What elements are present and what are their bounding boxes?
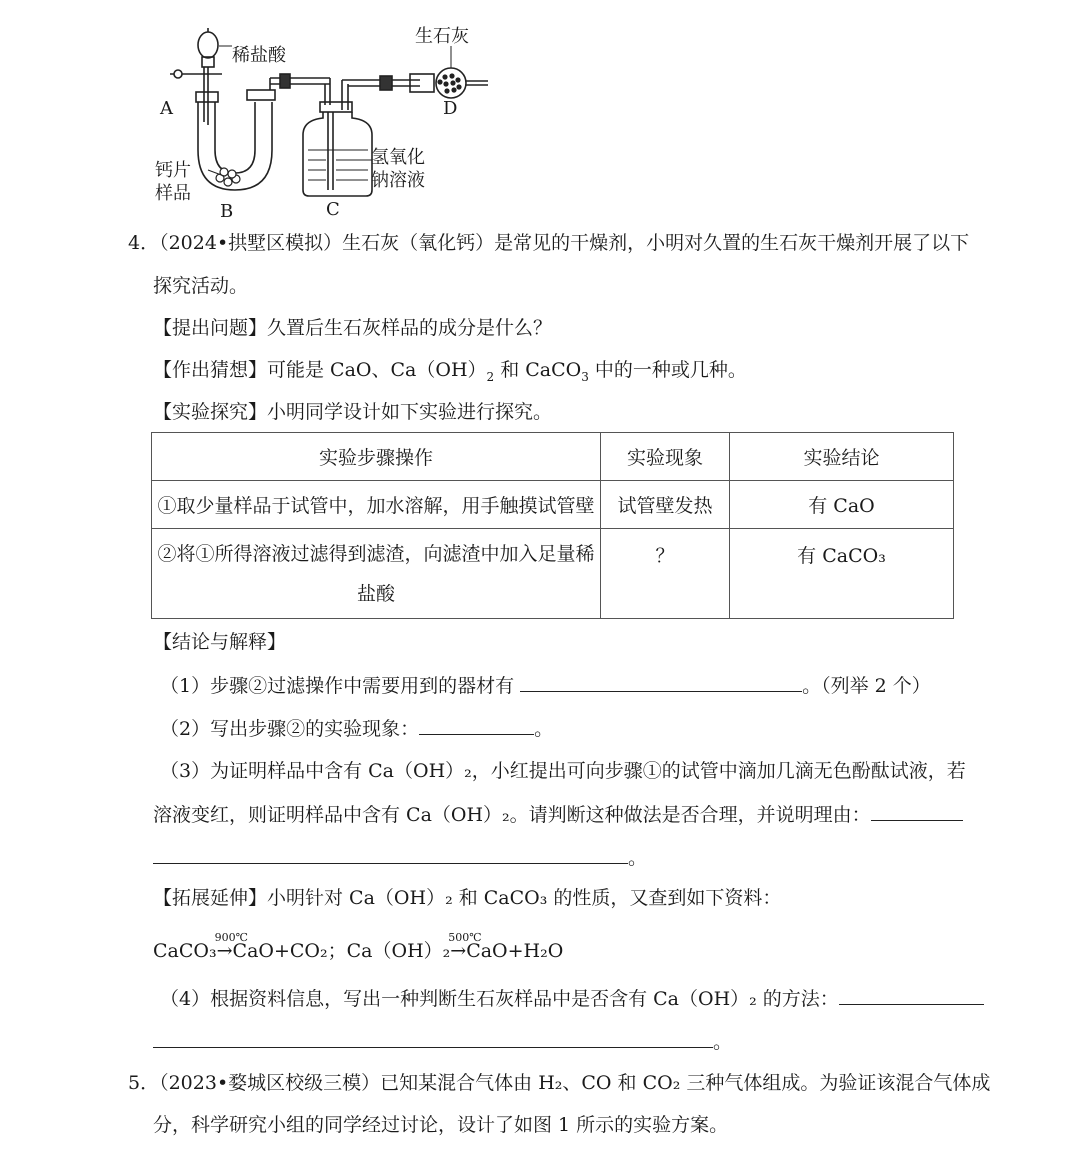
q4-question xyxy=(153,316,552,340)
table-row xyxy=(152,481,954,529)
sub4-line2 xyxy=(153,1029,732,1054)
cell-conclusion-2: 有 CaCO₃ xyxy=(730,529,954,619)
sub3-line1: （3）为证明样品中含有 Ca（OH）₂，小红提出可向步骤①的试管中滴加几滴无色酚酞试液，若 xyxy=(160,760,966,782)
sub3-end: 。 xyxy=(628,847,648,869)
sub-question-2 xyxy=(160,716,553,741)
hypothesis-sub: 2 xyxy=(486,369,495,384)
answer-blank-4a[interactable] xyxy=(839,986,984,1005)
eq2-right: CaO+H₂O xyxy=(466,940,564,962)
answer-blank-4b[interactable] xyxy=(153,1029,713,1048)
q4-hypothesis xyxy=(153,358,747,389)
extend-header: 【拓展延伸】 xyxy=(153,887,268,909)
answer-blank-3a[interactable] xyxy=(871,802,963,821)
label-dilute-hcl: 稀盐酸 xyxy=(232,45,286,66)
q4-line1 xyxy=(128,231,969,255)
answer-blank-2[interactable] xyxy=(419,716,534,735)
q5-stem-2: 分，科学研究小组的同学经过讨论，设计了如图 1 所示的实验方案。 xyxy=(153,1114,729,1136)
cell-step-1: ①取少量样品于试管中，加水溶解，用手触摸试管壁 xyxy=(152,481,601,529)
explore-header: 【实验探究】 xyxy=(153,401,268,423)
q4-extend xyxy=(153,886,781,910)
cell-phenomenon-1: 试管壁发热 xyxy=(601,481,730,529)
cell-conclusion-1: 有 CaO xyxy=(730,481,954,529)
question-header: 【提出问题】 xyxy=(153,317,268,339)
sub2-text: （2）写出步骤②的实验现象： xyxy=(160,718,420,740)
cell-step-2 xyxy=(152,529,601,619)
th-phenomenon: 实验现象 xyxy=(601,433,730,481)
hypothesis-sub2: 3 xyxy=(581,369,589,384)
experiment-table xyxy=(151,432,954,619)
conclusion-header: 【结论与解释】 xyxy=(153,631,287,653)
eq1-right: CaO+CO₂；Ca（OH）₂ xyxy=(232,940,451,962)
sub2-end: 。 xyxy=(534,718,554,740)
sub4-end: 。 xyxy=(713,1031,733,1053)
hypothesis-text-b: 和 CaCO xyxy=(494,359,582,381)
equations xyxy=(153,931,564,963)
sub1-end: 。（列举 2 个） xyxy=(802,675,931,697)
eq1-arrow: 900℃ → xyxy=(217,939,233,963)
table-row xyxy=(152,529,954,619)
hypothesis-text-a: 可能是 CaO、Ca（OH） xyxy=(267,359,487,381)
cell-step-2-line1: ②将①所得溶液过滤得到滤渣，向滤渣中加入足量稀 xyxy=(157,542,595,565)
label-naoh-2: 钠溶液 xyxy=(371,170,425,191)
label-c: C xyxy=(326,199,340,220)
th-step: 实验步骤操作 xyxy=(152,433,601,481)
table-header-row xyxy=(152,433,954,481)
sub1-text: （1）步骤②过滤操作中需要用到的器材有 xyxy=(160,675,515,697)
eq2-arrow: 500℃ → xyxy=(450,939,466,963)
cell-phenomenon-2: ？ xyxy=(601,529,730,619)
sub3-line3 xyxy=(153,845,647,870)
label-a: A xyxy=(160,98,173,119)
sub3-line2-wrap xyxy=(153,802,963,827)
q5-stem-1: 已知某混合气体由 H₂、CO 和 CO₂ 三种气体组成。为验证该混合气体成 xyxy=(380,1072,991,1094)
label-sample-2: 样品 xyxy=(155,183,191,204)
sub4-line1 xyxy=(160,986,984,1011)
eq2-condition: 500℃ xyxy=(448,931,482,944)
q5-source: （2023•婺城区校级三模） xyxy=(159,1072,381,1094)
hypothesis-text-c: 中的一种或几种。 xyxy=(588,359,747,381)
eq1-left: CaCO₃ xyxy=(153,940,217,962)
label-naoh-1: 氢氧化 xyxy=(371,147,425,168)
q4-stem-1: 生石灰（氧化钙）是常见的干燥剂，小明对久置的生石灰干燥剂开展了以下 xyxy=(342,232,970,254)
label-d: D xyxy=(443,98,458,119)
question-text: 久置后生石灰样品的成分是什么？ xyxy=(267,317,553,339)
label-quicklime: 生石灰 xyxy=(415,26,469,47)
q4-number: 4． xyxy=(128,232,160,254)
hypothesis-header: 【作出猜想】 xyxy=(153,359,268,381)
q5-line1 xyxy=(128,1071,990,1095)
answer-blank-3b[interactable] xyxy=(153,845,628,864)
sub4-text: （4）根据资料信息，写出一种判断生石灰样品中是否含有 Ca（OH）₂ 的方法： xyxy=(160,988,839,1010)
q4-stem-2: 探究活动。 xyxy=(153,275,249,297)
cell-step-2-line2: 盐酸 xyxy=(356,582,395,605)
q5-number: 5． xyxy=(128,1072,160,1094)
label-sample-1: 钙片 xyxy=(155,160,191,181)
extend-text: 小明针对 Ca（OH）₂ 和 CaCO₃ 的性质，又查到如下资料： xyxy=(267,887,782,909)
eq1-condition: 900℃ xyxy=(214,931,248,944)
explore-text: 小明同学设计如下实验进行探究。 xyxy=(267,401,553,423)
q4-explore xyxy=(153,400,552,424)
sub3-line2: 溶液变红，则证明样品中含有 Ca（OH）₂。请判断这种做法是否合理，并说明理由： xyxy=(153,804,871,826)
th-conclusion: 实验结论 xyxy=(730,433,954,481)
sub-question-1 xyxy=(160,673,931,698)
label-b: B xyxy=(220,201,234,222)
answer-blank-1[interactable] xyxy=(520,673,802,692)
q4-source: （2024•拱墅区模拟） xyxy=(159,232,343,254)
